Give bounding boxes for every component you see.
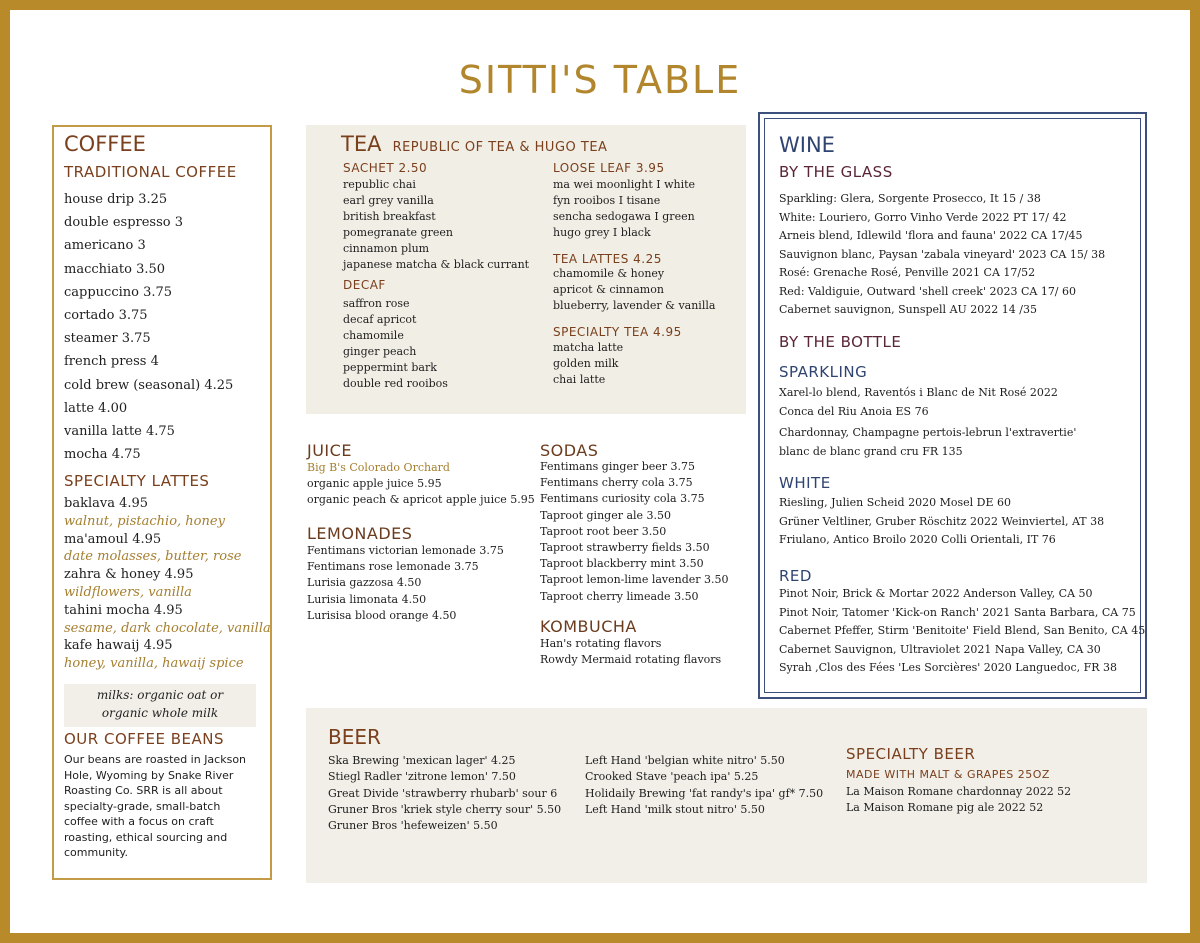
list-item: blanc de blanc grand cru FR 135 xyxy=(779,444,963,458)
list-item: Fentimans cherry cola 3.75 xyxy=(540,476,693,490)
list-item: Fentimans curiosity cola 3.75 xyxy=(540,492,705,506)
by-the-glass-list xyxy=(779,190,1105,320)
milks-line: milks: organic oat or xyxy=(96,688,224,702)
white-list xyxy=(779,494,1104,550)
milks-note xyxy=(64,684,256,727)
list-item: latte 4.00 xyxy=(64,400,128,416)
list-item: Gruner Bros 'kriek style cherry sour' 5.50 xyxy=(328,802,562,816)
list-item: organic apple juice 5.95 xyxy=(307,477,442,491)
list-item: cappuccino 3.75 xyxy=(64,284,173,300)
list-item: Gruner Bros 'hefeweizen' 5.50 xyxy=(328,819,498,833)
juice-source: Big B's Colorado Orchard xyxy=(307,461,450,474)
specialty-beer-heading: SPECIALTY BEER xyxy=(846,745,976,763)
juice-heading: JUICE xyxy=(307,441,352,460)
list-item: Left Hand 'milk stout nitro' 5.50 xyxy=(585,802,765,816)
list-item: La Maison Romane chardonnay 2022 52 xyxy=(846,785,1072,798)
kombucha-list xyxy=(540,636,721,668)
list-item: La Maison Romane pig ale 2022 52 xyxy=(846,801,1044,815)
list-item: cortado 3.75 xyxy=(64,308,148,324)
list-item: british breakfast xyxy=(343,210,436,223)
sparkling-heading: SPARKLING xyxy=(779,363,868,381)
list-item: cold brew (seasonal) 4.25 xyxy=(64,377,234,393)
list-item: ma wei moonlight I white xyxy=(553,178,696,191)
list-item: earl grey vanilla xyxy=(343,194,434,207)
list-item: french press 4 xyxy=(64,354,159,370)
list-item: hugo grey I black xyxy=(553,226,651,239)
beer-heading: BEER xyxy=(328,725,381,749)
sparkling-list xyxy=(779,384,1058,421)
list-item: house drip 3.25 xyxy=(64,192,168,207)
list-item: chamomile xyxy=(343,329,404,342)
specialty-tea-heading: SPECIALTY TEA 4.95 xyxy=(553,325,682,339)
list-item: Cabernet Sauvignon, Ultraviolet 2021 Napa Valley, CA 30 xyxy=(779,642,1101,656)
list-item: Pinot Noir, Tatomer 'Kick-on Ranch' 2021 Santa Barbara, CA 75 xyxy=(779,605,1136,619)
list-item: ginger peach xyxy=(343,345,417,358)
list-item: Ska Brewing 'mexican lager' 4.25 xyxy=(328,754,516,767)
list-item: Xarel-lo blend, Raventós i Blanc de Nit Rosé 2022 xyxy=(779,386,1058,399)
list-item: apricot & cinnamon xyxy=(553,283,664,296)
list-item: Sparkling: Glera, Sorgente Prosecco, It 15 / 38 xyxy=(779,192,1041,205)
decaf-list xyxy=(343,296,448,392)
wine-heading: WINE xyxy=(779,133,835,157)
latte-name: tahini mocha 4.95 xyxy=(64,602,183,618)
list-item: Cabernet Pfeffer, Stirm 'Benitoite' Field Blend, San Benito, CA 45 xyxy=(779,624,1146,637)
kombucha-heading: KOMBUCHA xyxy=(540,617,637,636)
sodas-list xyxy=(540,459,729,605)
list-item: chai latte xyxy=(553,373,606,386)
list-item: Fentimans rose lemonade 3.75 xyxy=(307,560,479,574)
list-item: saffron rose xyxy=(343,297,410,310)
sachet-heading: SACHET 2.50 xyxy=(343,161,428,175)
list-item: Holidaily Brewing 'fat randy's ipa' gf* 7.50 xyxy=(585,786,824,800)
list-item: Taproot blackberry mint 3.50 xyxy=(540,557,704,571)
list-item: blueberry, lavender & vanilla xyxy=(553,299,716,312)
latte-name: zahra & honey 4.95 xyxy=(64,567,194,583)
latte-name: ma'amoul 4.95 xyxy=(64,531,162,547)
lemonades-heading: LEMONADES xyxy=(307,524,413,543)
decaf-heading: DECAF xyxy=(343,278,386,292)
list-item: matcha latte xyxy=(553,341,624,354)
by-the-glass-heading: BY THE GLASS xyxy=(779,163,893,181)
list-item: Lurisia limonata 4.50 xyxy=(307,592,427,606)
list-item: steamer 3.75 xyxy=(64,331,151,347)
red-list xyxy=(779,585,1145,678)
sparkling-list-2 xyxy=(779,424,1076,461)
juice-list xyxy=(307,460,535,509)
list-item: Taproot lemon-lime lavender 3.50 xyxy=(540,573,729,587)
list-item: Taproot root beer 3.50 xyxy=(540,524,667,538)
list-item: chamomile & honey xyxy=(553,267,665,280)
tea-lattes-heading: TEA LATTES 4.25 xyxy=(553,252,662,266)
list-item: mocha 4.75 xyxy=(64,447,141,463)
sachet-list xyxy=(343,177,529,273)
list-item: decaf apricot xyxy=(343,313,417,326)
list-item: sencha sedogawa I green xyxy=(553,210,695,223)
lemonades-list xyxy=(307,543,504,624)
sodas-heading: SODAS xyxy=(540,441,599,460)
list-item: Taproot cherry limeade 3.50 xyxy=(540,589,699,603)
list-item: vanilla latte 4.75 xyxy=(64,424,175,440)
list-item: Cabernet sauvignon, Sunspell AU 2022 14 /35 xyxy=(779,303,1037,316)
list-item: Syrah ,Clos des Fées 'Les Sorcières' 2020 Languedoc, FR 38 xyxy=(779,661,1118,674)
list-item: Great Divide 'strawberry rhubarb' sour 6 xyxy=(328,786,558,800)
loose-leaf-heading: LOOSE LEAF 3.95 xyxy=(553,161,665,175)
list-item: pomegranate green xyxy=(343,226,453,239)
list-item: Lurisisa blood orange 4.50 xyxy=(307,608,457,622)
by-the-bottle-heading: BY THE BOTTLE xyxy=(779,333,902,351)
specialty-lattes-list xyxy=(64,495,271,673)
latte-description: wildflowers, vanilla xyxy=(64,584,192,600)
traditional-coffee-list xyxy=(64,188,233,466)
specialty-beer-list xyxy=(846,784,1071,817)
coffee-beans-text: Our beans are roasted in Jackson Hole, Wyoming by Snake River Roasting Co. SRR is all about specialty-grade, small-batch coffee with a focus on craft roasting, ethical sourcing and community. xyxy=(64,753,247,859)
latte-description: honey, vanilla, hawaij spice xyxy=(64,656,244,672)
list-item: Chardonnay, Champagne pertois-lebrun l'extravertie' xyxy=(779,426,1077,439)
list-item: Pinot Noir, Brick & Mortar 2022 Anderson Valley, CA 50 xyxy=(779,587,1093,600)
latte-name: kafe hawaij 4.95 xyxy=(64,638,173,654)
list-item: peppermint bark xyxy=(343,361,437,374)
list-item: Taproot ginger ale 3.50 xyxy=(540,508,672,522)
latte-description: date molasses, butter, rose xyxy=(64,549,242,565)
list-item: Riesling, Julien Scheid 2020 Mosel DE 60 xyxy=(779,496,1011,509)
list-item: Stiegl Radler 'zitrone lemon' 7.50 xyxy=(328,770,516,784)
list-item: Crooked Stave 'peach ipa' 5.25 xyxy=(585,770,759,784)
list-item: organic peach & apricot apple juice 5.95 xyxy=(307,493,535,507)
tea-subheading: REPUBLIC OF TEA & HUGO TEA xyxy=(392,140,608,155)
list-item: double espresso 3 xyxy=(64,215,183,231)
coffee-heading: COFFEE xyxy=(64,132,146,156)
list-item: Fentimans victorian lemonade 3.75 xyxy=(307,544,504,557)
list-item: Red: Valdiguie, Outward 'shell creek' 2023 CA 17/ 60 xyxy=(779,284,1077,298)
tea-heading: TEA xyxy=(341,132,382,156)
milks-line: organic whole milk xyxy=(101,706,219,720)
list-item: macchiato 3.50 xyxy=(64,261,166,277)
list-item: Taproot strawberry fields 3.50 xyxy=(540,541,710,555)
page-title: SITTI'S TABLE xyxy=(458,58,742,102)
white-heading: WHITE xyxy=(779,474,831,492)
specialty-tea-list xyxy=(553,340,623,388)
list-item: republic chai xyxy=(343,178,416,191)
beer-list-col1 xyxy=(328,753,561,834)
list-item: Arneis blend, Idlewild 'flora and fauna' 2022 CA 17/45 xyxy=(779,229,1083,242)
tea-lattes-list xyxy=(553,266,715,314)
red-heading: RED xyxy=(779,567,812,585)
list-item: japanese matcha & black currant xyxy=(343,258,530,271)
latte-description: sesame, dark chocolate, vanilla xyxy=(64,620,271,636)
list-item: americano 3 xyxy=(64,238,146,254)
list-item: Fentimans ginger beer 3.75 xyxy=(540,460,696,473)
specialty-lattes-heading: SPECIALTY LATTES xyxy=(64,472,210,490)
specialty-beer-subheading: MADE WITH MALT & GRAPES 25OZ xyxy=(846,768,1050,781)
coffee-beans-heading: OUR COFFEE BEANS xyxy=(64,730,225,748)
tea-header xyxy=(341,132,607,156)
latte-description: walnut, pistachio, honey xyxy=(64,513,225,529)
list-item: Han's rotating flavors xyxy=(540,637,662,650)
list-item: White: Louriero, Gorro Vinho Verde 2022 PT 17/ 42 xyxy=(779,210,1067,224)
latte-name: baklava 4.95 xyxy=(64,496,149,511)
list-item: double red rooibos xyxy=(343,377,448,390)
list-item: Friulano, Antico Broilo 2020 Colli Orientali, IT 76 xyxy=(779,533,1056,546)
beer-list-col2 xyxy=(585,753,823,818)
list-item: golden milk xyxy=(553,357,619,370)
traditional-coffee-heading: TRADITIONAL COFFEE xyxy=(64,163,237,181)
loose-leaf-list xyxy=(553,177,695,241)
list-item: Grüner Veltliner, Gruber Röschitz 2022 Weinviertel, AT 38 xyxy=(779,514,1105,528)
list-item: cinnamon plum xyxy=(343,242,430,255)
list-item: Conca del Riu Anoia ES 76 xyxy=(779,404,929,418)
list-item: Rowdy Mermaid rotating flavors xyxy=(540,653,722,667)
list-item: Sauvignon blanc, Paysan 'zabala vineyard' 2023 CA 15/ 38 xyxy=(779,247,1106,261)
list-item: Left Hand 'belgian white nitro' 5.50 xyxy=(585,754,785,767)
list-item: fyn rooibos I tisane xyxy=(553,194,661,207)
list-item: Lurisia gazzosa 4.50 xyxy=(307,576,422,590)
list-item: Rosé: Grenache Rosé, Penville 2021 CA 17/52 xyxy=(779,266,1036,279)
